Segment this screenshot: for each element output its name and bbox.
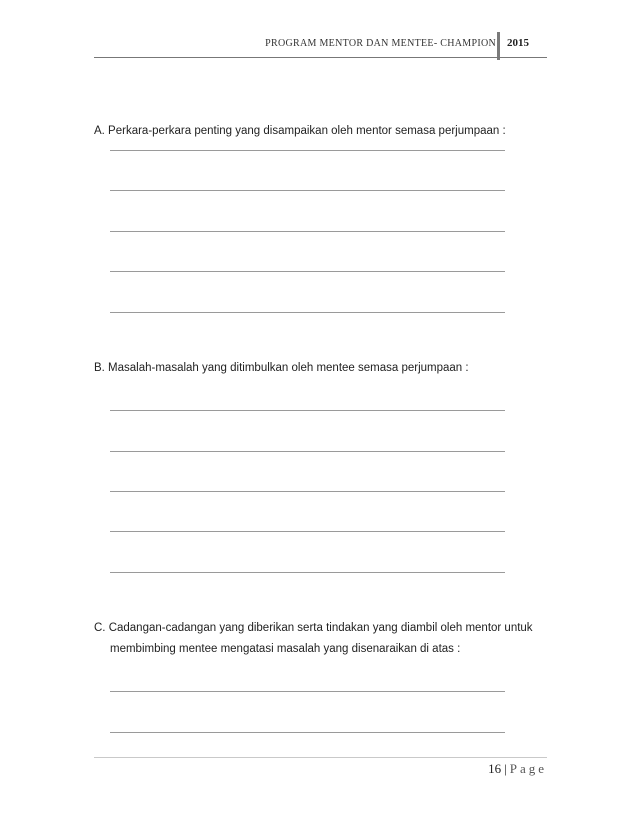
section-a-line-3[interactable] [110,231,505,232]
section-a-line-5[interactable] [110,312,505,313]
footer-separator: | [504,761,507,776]
section-b-heading: B. Masalah-masalah yang ditimbulkan oleh mentee semasa perjumpaan : [94,362,469,374]
section-c-heading: C. Cadangan-cadangan yang diberikan serta tindakan yang diambil oleh mentor untuk [94,622,533,634]
section-b-line-4[interactable] [110,531,505,532]
header-separator [497,32,500,60]
page-number: 16 [488,761,502,776]
header-year: 2015 [507,37,529,49]
section-b-line-5[interactable] [110,572,505,573]
section-b-line-2[interactable] [110,451,505,452]
section-c-line-1[interactable] [110,691,505,692]
header-title: PROGRAM MENTOR DAN MENTEE- CHAMPION [265,38,496,49]
section-a-heading: A. Perkara-perkara penting yang disampaikan oleh mentor semasa perjumpaan : [94,125,506,137]
section-a-line-1[interactable] [110,150,505,151]
section-a-line-4[interactable] [110,271,505,272]
page-header [0,36,638,60]
section-a-line-2[interactable] [110,190,505,191]
section-b-line-3[interactable] [110,491,505,492]
section-c-line-2[interactable] [110,732,505,733]
page-label: Page [509,761,547,776]
section-c-heading-continuation: membimbing mentee mengatasi masalah yang disenaraikan di atas : [110,643,461,655]
footer-rule [94,757,547,758]
section-b-line-1[interactable] [110,410,505,411]
page-footer [488,761,547,777]
header-rule [94,57,547,58]
